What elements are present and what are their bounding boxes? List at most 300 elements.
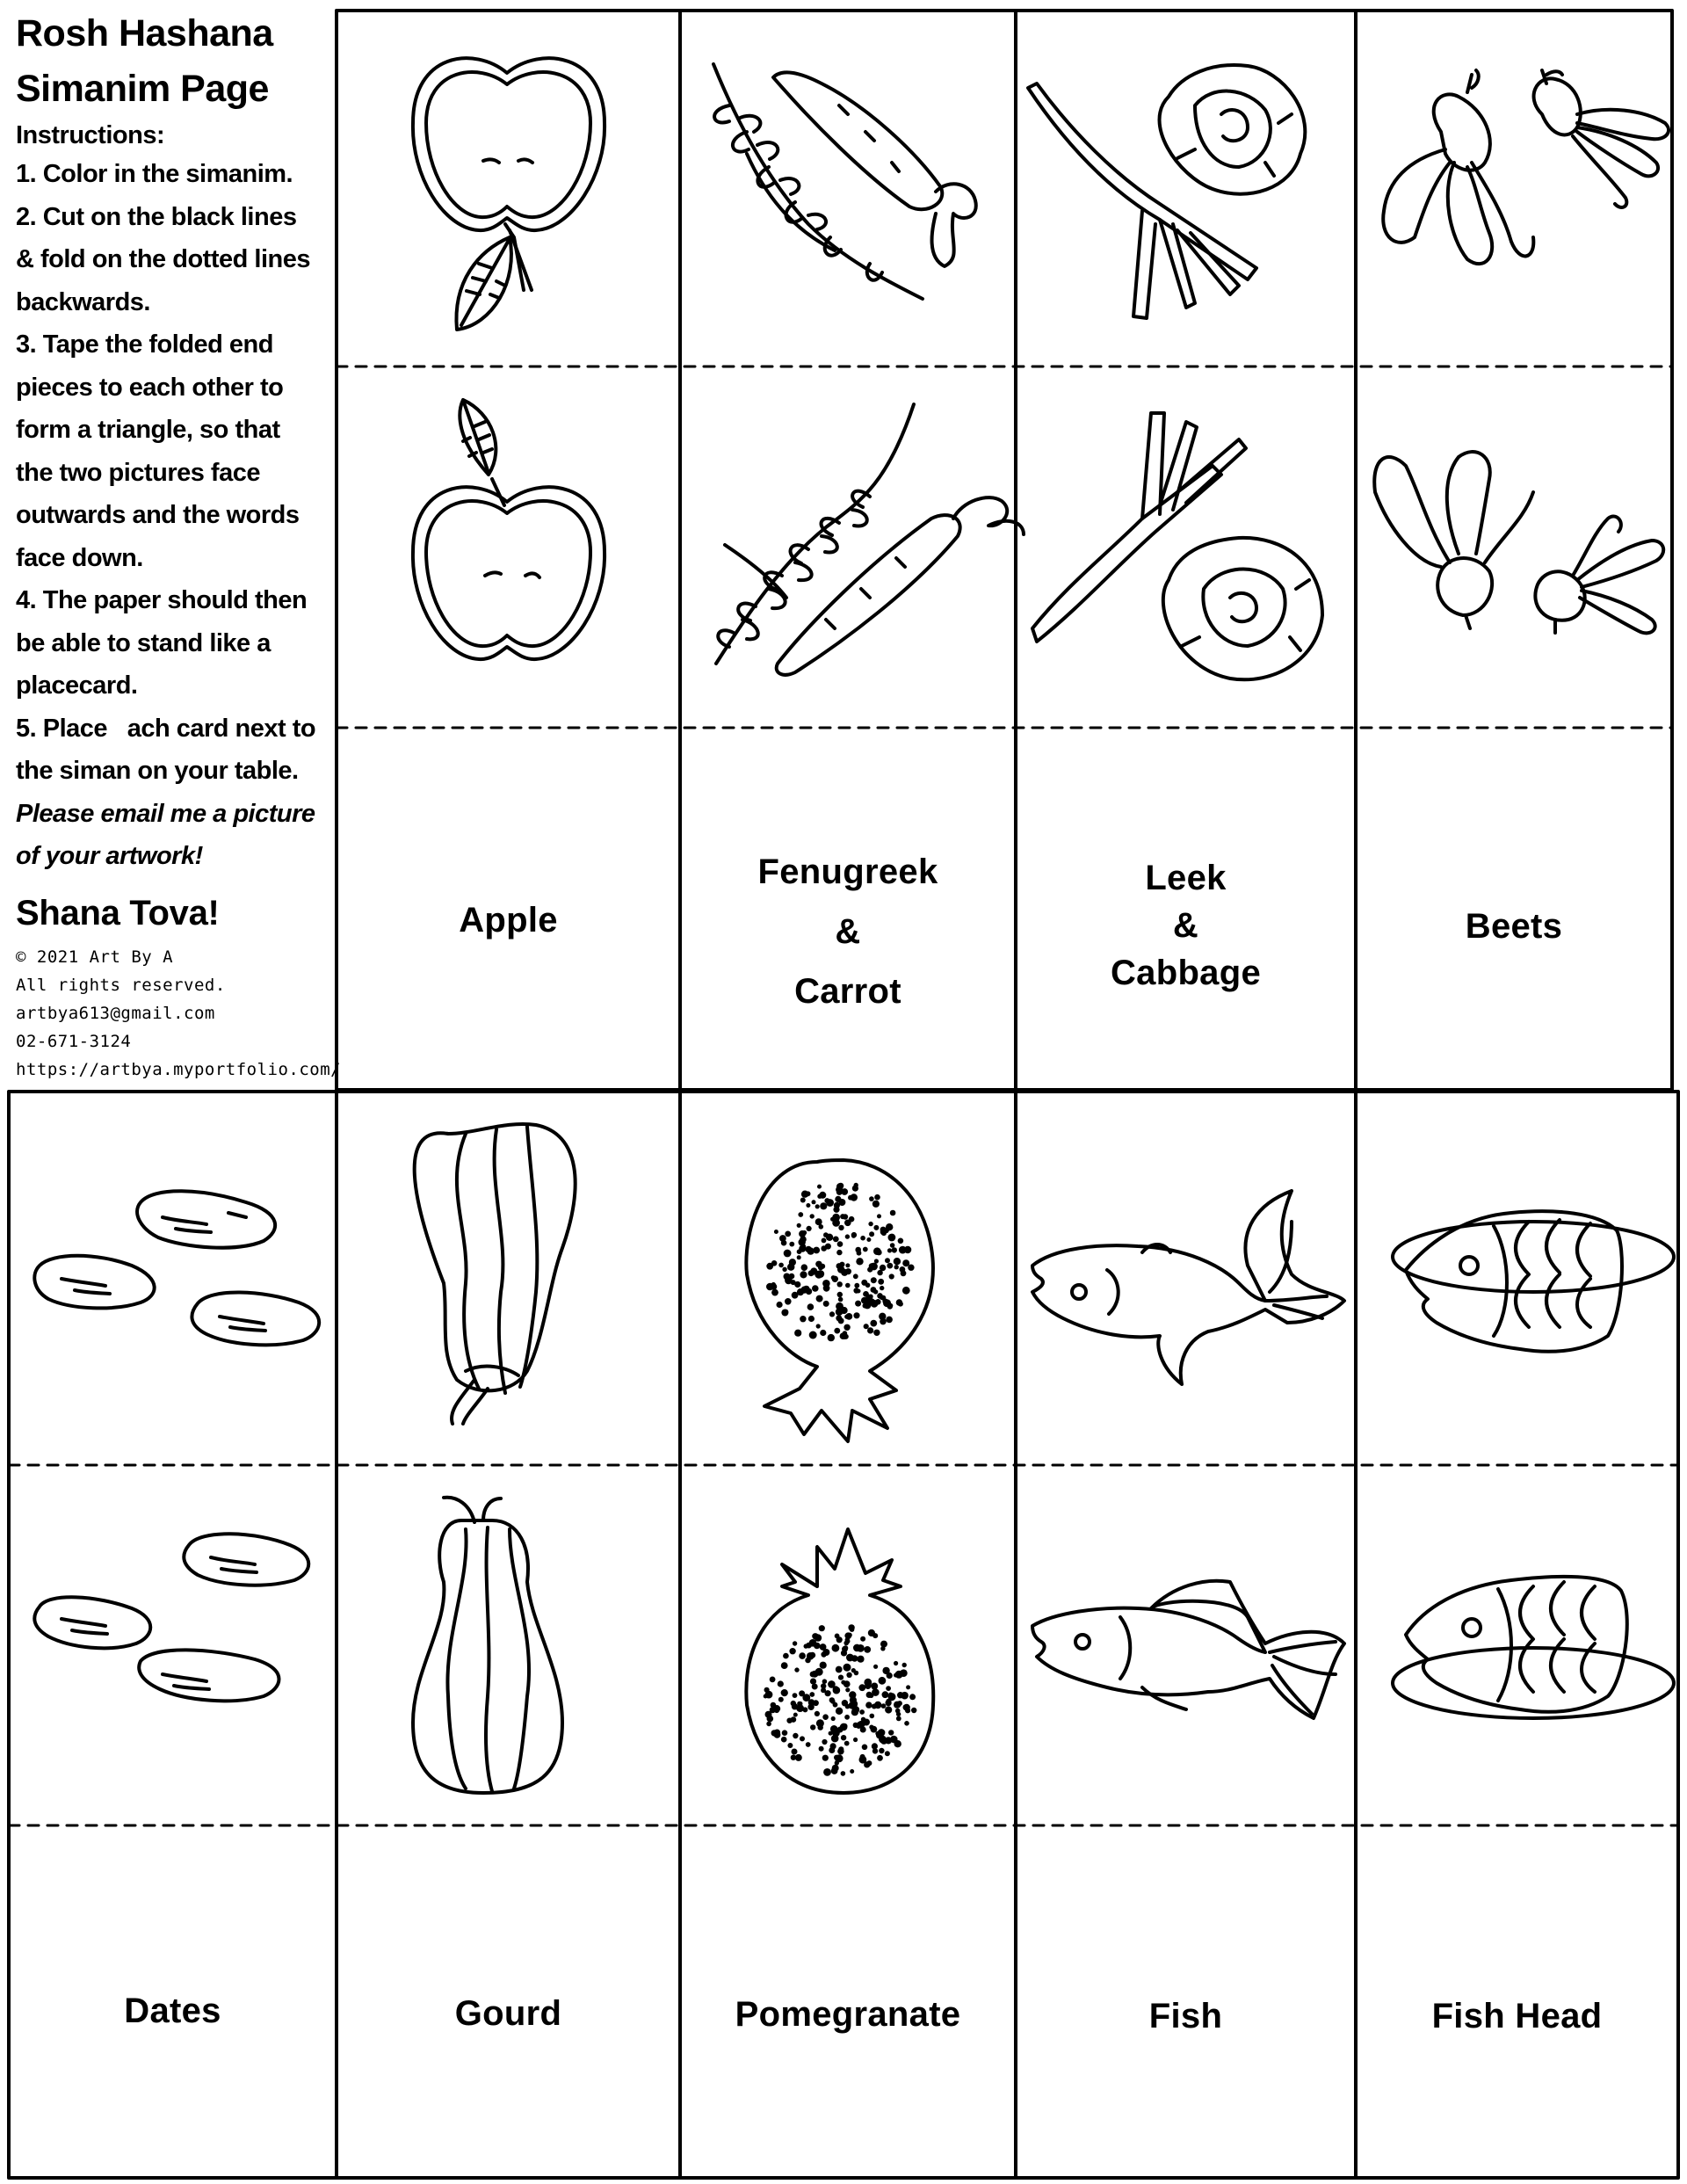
pomegranate-seed: [836, 1308, 844, 1316]
pomegranate-seed: [833, 1702, 838, 1708]
pomegranate-seed: [816, 1719, 824, 1727]
pomegranate-seed: [815, 1218, 822, 1225]
pomegranate-seed: [885, 1751, 890, 1756]
pomegranate-seed: [799, 1652, 806, 1659]
pomegranate-seed: [816, 1295, 823, 1302]
pomegranate-seed: [890, 1210, 896, 1216]
pomegranate-seed: [800, 1271, 807, 1278]
pomegranate-seed: [822, 1679, 828, 1684]
pomegranate-seed: [886, 1223, 893, 1230]
pomegranate-seed: [851, 1194, 858, 1201]
pomegranate-seed: [866, 1237, 871, 1242]
pomegranate-seed: [825, 1690, 831, 1696]
pomegranate-seed: [844, 1220, 851, 1227]
pomegranate-seed: [818, 1266, 822, 1270]
pomegranate-seed: [911, 1708, 916, 1713]
email-request-line: Please email me a picture: [16, 799, 315, 828]
pomegranate-seed: [832, 1644, 840, 1652]
pomegranate-seed: [877, 1755, 883, 1761]
pomegranate-seed: [864, 1324, 869, 1329]
pomegranate-seed: [840, 1214, 845, 1219]
pomegranate-seed: [771, 1289, 778, 1296]
pomegranate-seed: [853, 1644, 861, 1652]
pomegranate-seed: [808, 1699, 815, 1706]
card-label-fenugreek-carrot: [680, 842, 1016, 1021]
pomegranate-seed: [782, 1267, 786, 1272]
pomegranate-seed: [898, 1302, 903, 1307]
pomegranate-seed: [783, 1653, 789, 1659]
pomegranate-seed: [873, 1247, 881, 1255]
pomegranate-seed: [868, 1222, 872, 1226]
card-label-line: Beets: [1465, 907, 1563, 946]
pomegranate-seed: [838, 1675, 844, 1680]
pomegranate-seed: [859, 1709, 865, 1715]
card-label-line: &: [1172, 906, 1199, 945]
gourd-icon: [413, 1498, 562, 1793]
pomegranate-seed: [838, 1746, 844, 1752]
pomegranate-seed: [829, 1747, 835, 1753]
pomegranate-seed: [794, 1281, 800, 1288]
pomegranate-seed: [901, 1692, 909, 1700]
fenugreek-carrot-icon: [713, 64, 976, 299]
pomegranate-seed: [896, 1716, 901, 1722]
pomegranate-seed: [871, 1726, 878, 1733]
pomegranate-seed: [908, 1265, 914, 1271]
pomegranate-seed: [844, 1324, 850, 1331]
pomegranate-seed: [823, 1301, 829, 1307]
pomegranate-seed: [845, 1234, 850, 1238]
pomegranate-seed: [778, 1263, 784, 1268]
pomegranate-seed: [846, 1672, 851, 1678]
pomegranate-seed: [894, 1265, 899, 1269]
beets-icon: [1383, 70, 1669, 264]
pomegranate-seed: [901, 1270, 907, 1276]
pomegranate-seed: [798, 1212, 803, 1217]
pomegranate-seed: [854, 1283, 859, 1288]
pomegranate-seed: [865, 1683, 871, 1689]
pomegranate-seed: [846, 1654, 854, 1662]
pomegranate-seed: [807, 1303, 815, 1310]
pomegranate-seed: [874, 1194, 880, 1201]
pomegranate-seed: [885, 1258, 890, 1263]
pomegranate-seed: [873, 1665, 878, 1669]
pomegranate-seed: [841, 1735, 846, 1740]
pomegranate-seed: [791, 1701, 796, 1706]
pomegranate-seed: [904, 1247, 909, 1252]
pomegranate-seed: [850, 1628, 854, 1632]
pomegranate-seed: [782, 1730, 788, 1736]
pomegranate-seed: [844, 1741, 850, 1746]
pomegranate-seed: [909, 1694, 916, 1700]
pomegranate-seed: [854, 1671, 859, 1676]
pomegranate-seed: [807, 1247, 814, 1254]
pomegranate-seed: [896, 1712, 901, 1716]
instruction-line: form a triangle, so that: [16, 416, 280, 444]
pomegranate-seed: [793, 1641, 797, 1645]
pomegranate-seed: [842, 1646, 848, 1652]
pomegranate-seed: [781, 1663, 786, 1668]
instruction-line: the two pictures face: [16, 458, 260, 487]
instruction-line: & fold on the dotted lines: [16, 245, 310, 273]
instruction-line: placecard.: [16, 671, 138, 700]
copyright-line: © 2021 Art By A: [16, 947, 174, 967]
pomegranate-seed: [886, 1699, 891, 1704]
pomegranate-seed: [801, 1264, 808, 1271]
instruction-line: outwards and the words: [16, 501, 300, 529]
pomegranate-seed: [906, 1685, 910, 1689]
pomegranate-seed: [856, 1258, 863, 1265]
pomegranate-seed: [819, 1192, 826, 1199]
pomegranate-seed: [793, 1733, 798, 1738]
pomegranate-seed: [836, 1250, 842, 1255]
pomegranate-seed: [800, 1198, 806, 1203]
pomegranate-seed: [864, 1646, 871, 1653]
leek-cabbage-icon: [1032, 413, 1322, 679]
pomegranate-seed: [770, 1677, 776, 1683]
pomegranate-seed: [845, 1263, 850, 1267]
phone-number: 02-671-3124: [16, 1031, 132, 1051]
pomegranate-seed: [865, 1701, 872, 1708]
card-label-line: Gourd: [454, 1994, 562, 2033]
pomegranate-seed: [822, 1755, 829, 1761]
pomegranate-seed: [888, 1730, 894, 1735]
card-label-pomegranate: [680, 1987, 1016, 2042]
pomegranate-seed: [836, 1666, 843, 1673]
card-label-gourd: [337, 1986, 680, 2041]
pomegranate-seed: [844, 1715, 850, 1720]
pomegranate-seed: [785, 1231, 791, 1237]
pomegranate-seed: [886, 1686, 891, 1691]
pomegranate-seed: [830, 1725, 838, 1733]
pomegranate-seed: [791, 1755, 796, 1760]
pomegranate-seed: [860, 1236, 865, 1241]
pomegranate-seed: [885, 1706, 892, 1713]
pomegranate-seed: [866, 1692, 872, 1698]
fenugreek-carrot-icon: [716, 404, 1024, 675]
pomegranate-seed: [838, 1225, 844, 1230]
pomegranate-seed: [836, 1636, 843, 1643]
pomegranate-seed: [898, 1238, 904, 1244]
pomegranate-seed: [765, 1712, 771, 1717]
pomegranate-seed: [771, 1702, 777, 1709]
pomegranate-seed: [810, 1679, 816, 1685]
card-label-beets: [1356, 899, 1672, 954]
pomegranate-seed: [905, 1708, 910, 1713]
email-link[interactable]: artbya613@gmail.com: [16, 1003, 215, 1023]
pomegranate-seed: [865, 1283, 871, 1288]
pomegranate-seed: [857, 1251, 862, 1256]
pomegranate-seed: [797, 1288, 804, 1295]
pomegranate-seed: [853, 1738, 858, 1742]
pomegranate-seed: [867, 1327, 873, 1333]
card-label-dates: [9, 1984, 337, 2038]
pomegranate-seed: [801, 1244, 807, 1250]
pomegranate-seed: [838, 1297, 844, 1302]
instruction-line: 5. Place ach card next to: [16, 714, 316, 743]
pomegranate-seed: [870, 1714, 875, 1719]
pomegranate-seed: [802, 1707, 807, 1712]
pomegranate-seed: [869, 1231, 874, 1237]
pomegranate-seed: [857, 1656, 864, 1663]
pomegranate-seed: [810, 1214, 815, 1218]
card-label-line: Leek: [1145, 859, 1227, 897]
pomegranate-seed: [833, 1686, 839, 1692]
card-label-line: &: [835, 912, 861, 951]
pomegranate-seed: [860, 1754, 865, 1760]
instruction-line: 2. Cut on the black lines: [16, 202, 297, 231]
pomegranate-seed: [895, 1671, 903, 1679]
pomegranate-seed: [829, 1311, 835, 1317]
pomegranate-seed: [771, 1282, 776, 1287]
pomegranate-seed: [802, 1230, 807, 1235]
pomegranate-seed: [888, 1234, 896, 1242]
pomegranate-seed: [807, 1226, 812, 1231]
pomegranate-seed: [834, 1755, 839, 1760]
pomegranate-seed: [817, 1185, 822, 1189]
pomegranate-seed: [789, 1259, 796, 1266]
pomegranate-seed: [861, 1297, 868, 1304]
pomegranate-seed: [878, 1279, 884, 1285]
card-label-apple: [337, 893, 680, 947]
pomegranate-seed: [806, 1191, 811, 1196]
pomegranate-seed: [808, 1270, 815, 1276]
dates-icon: [34, 1534, 308, 1701]
pomegranate-seed: [786, 1718, 792, 1723]
pomegranate-seed: [800, 1736, 805, 1741]
pomegranate-seed: [904, 1721, 909, 1726]
pomegranate-seed: [823, 1768, 831, 1776]
fish-icon: [1032, 1581, 1344, 1718]
pomegranate-seed: [831, 1767, 838, 1774]
fish-head-icon: [1393, 1211, 1674, 1352]
instruction-line: 3. Tape the folded end: [16, 330, 273, 359]
pomegranate-seed: [872, 1201, 880, 1208]
pomegranate-seed: [880, 1318, 887, 1325]
instruction-line: be able to stand like a: [16, 628, 271, 657]
pomegranate-seed: [874, 1701, 881, 1709]
pomegranate-seed: [892, 1247, 897, 1252]
card-label-fish: [1016, 1989, 1356, 2043]
pomegranate-seed: [797, 1255, 801, 1259]
pomegranate-seed: [808, 1316, 815, 1322]
pomegranate-seed: [851, 1232, 857, 1237]
pomegranate-seed: [819, 1746, 824, 1752]
pomegranate-seed: [781, 1690, 786, 1695]
pomegranate-seed: [815, 1668, 823, 1676]
pomegranate-seed: [880, 1265, 886, 1271]
pomegranate-seed: [841, 1188, 848, 1195]
apple-icon: [413, 400, 605, 659]
pomegranate-seed: [853, 1723, 858, 1728]
page-title: Rosh Hashana: [16, 12, 273, 54]
info-panel: [16, 5, 342, 1084]
pomegranate-seed: [800, 1316, 806, 1322]
pomegranate-seed: [894, 1740, 901, 1747]
pomegranate-seed: [779, 1235, 786, 1242]
pomegranate-seed: [784, 1273, 791, 1281]
pomegranate-seed: [774, 1731, 781, 1738]
pomegranate-seed: [862, 1745, 868, 1751]
pomegranate-seed: [774, 1230, 778, 1234]
pomegranate-seed: [889, 1273, 894, 1279]
pomegranate-seed: [816, 1324, 821, 1328]
pomegranate-seed: [871, 1683, 878, 1690]
pomegranate-seed: [812, 1633, 818, 1639]
card-label-line: Fenugreek: [757, 853, 938, 891]
pomegranate-seed: [785, 1298, 792, 1305]
pomegranate-seed: [854, 1183, 858, 1187]
fish-head-icon: [1393, 1577, 1674, 1718]
pomegranate-seed: [815, 1711, 820, 1716]
pomegranate-seed: [845, 1637, 850, 1642]
pomegranate-seed: [890, 1243, 895, 1248]
pomegranate-seed: [781, 1310, 788, 1317]
pomegranate-seed: [764, 1694, 768, 1699]
website-link[interactable]: https://artbya.myportfolio.com/: [16, 1059, 342, 1079]
pomegranate-seed: [778, 1697, 784, 1702]
pomegranate-seed: [810, 1724, 815, 1730]
card-label-fish-head: [1356, 1989, 1678, 2043]
pomegranate-seed: [853, 1288, 858, 1293]
pomegranate-seed: [844, 1664, 851, 1672]
pomegranate-seed: [882, 1691, 889, 1698]
pomegranate-seed: [879, 1677, 887, 1685]
pomegranate-seed: [881, 1703, 887, 1709]
card-label-line: Carrot: [794, 972, 901, 1011]
pomegranate-seed: [887, 1672, 893, 1679]
pomegranate-seed: [836, 1183, 844, 1190]
pomegranate-seed: [764, 1687, 770, 1693]
pomegranate-seed: [894, 1661, 898, 1665]
pomegranate-seed: [831, 1716, 836, 1721]
pomegranate-seed: [821, 1683, 826, 1688]
pomegranate-seed: [869, 1196, 874, 1201]
pomegranate-seed: [797, 1223, 801, 1228]
pomegranate-seed: [806, 1742, 811, 1747]
pomegranate-seed: [777, 1302, 783, 1308]
pomegranate-seed: [853, 1312, 859, 1318]
pomegranate-seed: [809, 1692, 815, 1697]
pomegranate-seed: [838, 1199, 845, 1206]
pomegranate-seed: [888, 1693, 893, 1697]
pomegranate-seed: [850, 1769, 854, 1774]
pomegranate-seed: [873, 1289, 878, 1294]
instructions-list: [16, 118, 332, 878]
pomegranate-seed: [794, 1667, 799, 1672]
pomegranate-seed: [902, 1663, 907, 1667]
pomegranate-seed: [887, 1248, 892, 1252]
pomegranate-seed: [841, 1771, 846, 1776]
pomegranate-seed: [845, 1687, 850, 1692]
pomegranate-seed: [820, 1662, 827, 1669]
pomegranate-seed: [789, 1648, 795, 1654]
pomegranate-seed: [853, 1273, 858, 1279]
pomegranate-seed: [787, 1743, 793, 1748]
pomegranate-seed: [826, 1234, 833, 1241]
pomegranate-seed: [870, 1263, 878, 1271]
pomegranate-seed: [875, 1299, 881, 1305]
pomegranate-seed: [784, 1250, 792, 1258]
pomegranate-seed: [819, 1625, 825, 1631]
pomegranate-seed: [833, 1237, 839, 1243]
pomegranate-seed: [815, 1204, 820, 1208]
pomegranate-seed: [806, 1288, 812, 1295]
pomegranate-seed: [837, 1292, 843, 1297]
pomegranate-seed: [847, 1633, 852, 1638]
pomegranate-seed: [766, 1722, 771, 1727]
instruction-line: the siman on your table.: [16, 757, 299, 785]
card-label-line: Pomegranate: [735, 1995, 961, 2034]
pomegranate-seed: [880, 1286, 884, 1290]
greeting: Shana Tova!: [16, 893, 220, 932]
pomegranate-seed: [837, 1241, 844, 1247]
pomegranate-seed: [844, 1315, 849, 1319]
pomegranate-seed: [822, 1739, 827, 1745]
pomegranate-seed: [792, 1749, 798, 1755]
copyright-block: [16, 943, 342, 1084]
instruction-line: backwards.: [16, 287, 150, 316]
pomegranate-seed: [871, 1277, 877, 1283]
pomegranate-seed: [880, 1646, 885, 1651]
pomegranate-seed: [823, 1285, 830, 1292]
pomegranate-seed: [845, 1283, 851, 1288]
pomegranate-seed: [868, 1629, 875, 1636]
pomegranate-seed: [872, 1748, 878, 1753]
pomegranate-seed: [880, 1227, 887, 1233]
instruction-line: 1. Color in the simanim.: [16, 160, 293, 188]
dates-icon: [34, 1191, 319, 1345]
pomegranate-seed: [806, 1203, 810, 1208]
pomegranate-seed: [863, 1303, 868, 1309]
pomegranate-seed: [820, 1202, 827, 1209]
pomegranate-seed: [826, 1199, 834, 1207]
pomegranate-seed: [831, 1735, 839, 1743]
card-label-line: Cabbage: [1110, 954, 1262, 992]
card-label-leek-cabbage: [1016, 854, 1356, 997]
pomegranate-seed: [820, 1330, 826, 1336]
pomegranate-seed: [831, 1275, 836, 1280]
pomegranate-seed: [855, 1301, 861, 1307]
pomegranate-seed: [828, 1334, 835, 1341]
pomegranate-seed: [873, 1330, 880, 1336]
card-label-line: Fish Head: [1431, 1997, 1603, 2035]
pomegranate-seed: [793, 1713, 798, 1717]
pomegranate-seed: [806, 1643, 812, 1649]
card-label-line: Dates: [124, 1992, 221, 2030]
pomegranate-seed: [844, 1680, 851, 1687]
instruction-line: 4. The paper should then: [16, 586, 308, 614]
pomegranate-seed: [789, 1242, 794, 1247]
pomegranate-seed: [877, 1214, 881, 1218]
pomegranate-seed: [849, 1702, 856, 1709]
pomegranate-seed: [822, 1238, 827, 1244]
pomegranate-seed: [836, 1315, 842, 1321]
pomegranate-seed: [840, 1332, 847, 1339]
page-subtitle: Simanim Page: [16, 68, 269, 110]
pomegranate-seed: [797, 1701, 801, 1706]
pomegranate-seed: [840, 1723, 848, 1731]
pomegranate-seed: [887, 1263, 893, 1269]
pomegranate-seed: [799, 1690, 805, 1696]
pomegranate-seed: [778, 1680, 784, 1687]
pomegranate-seed: [880, 1738, 887, 1744]
pomegranate-seed: [805, 1658, 810, 1663]
instruction-line: Instructions:: [16, 121, 165, 149]
apple-icon: [413, 58, 605, 330]
pomegranate-seed: [886, 1317, 893, 1324]
pomegranate-seed: [821, 1245, 827, 1252]
pomegranate-seed: [858, 1684, 865, 1691]
